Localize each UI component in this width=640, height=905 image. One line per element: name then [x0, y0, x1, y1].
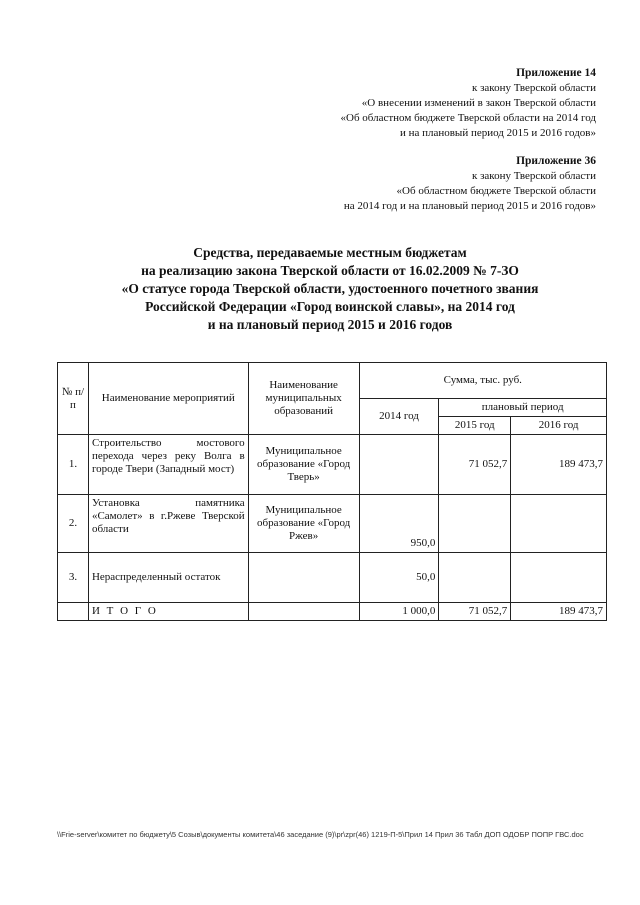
header-event: Наименование мероприятий [88, 363, 248, 435]
total-label: И Т О Г О [88, 603, 248, 621]
row-event: Нераспределенный остаток [88, 553, 248, 603]
row-2015: 71 052,7 [439, 435, 511, 495]
funds-table [57, 362, 607, 621]
total-empty-cell [58, 603, 89, 621]
row-2015 [439, 553, 511, 603]
appendix-36-line: к закону Тверской области [471, 170, 596, 182]
row-event: Строительство мостового перехода через реку Волга в городе Твери (Западный мост) [88, 435, 248, 495]
title-line: на реализацию закона Тверской области от 16.02.2009 № 7-ЗО [141, 263, 519, 278]
table-row [58, 553, 607, 603]
total-row [58, 603, 607, 621]
row-municipality: Муниципальное образование «Город Тверь» [248, 435, 359, 495]
row-2015 [439, 495, 511, 553]
row-2016 [511, 553, 607, 603]
header-2015: 2015 год [439, 417, 511, 435]
table-row [58, 495, 607, 553]
document-title [60, 244, 600, 334]
appendix-36-line: на 2014 год и на плановый период 2015 и 2016 годов» [343, 200, 596, 212]
header-sum: Сумма, тыс. руб. [359, 363, 606, 399]
title-line: Средства, передаваемые местным бюджетам [193, 245, 467, 260]
total-2016: 189 473,7 [511, 603, 607, 621]
appendix-36-heading: Приложение 36 [516, 155, 596, 167]
appendix-14-line: и на плановый период 2015 и 2016 годов» [399, 127, 596, 139]
appendix-14-line: к закону Тверской области [471, 82, 596, 94]
table-row [58, 435, 607, 495]
row-2016 [511, 495, 607, 553]
total-2015: 71 052,7 [439, 603, 511, 621]
row-number: 1. [58, 435, 89, 495]
appendix-14-block [341, 66, 597, 141]
header-2014: 2014 год [359, 399, 439, 435]
appendix-14-heading: Приложение 14 [516, 67, 596, 79]
appendix-14-line: «Об областном бюджете Тверской области на 2014 год [340, 112, 596, 124]
row-municipality: Муниципальное образование «Город Ржев» [248, 495, 359, 553]
total-empty-cell [248, 603, 359, 621]
header-planned-period: плановый период [439, 399, 607, 417]
title-line: «О статусе города Тверской области, удостоенного почетного звания [121, 281, 539, 296]
title-line: Российской Федерации «Город воинской славы», на 2014 год [145, 299, 515, 314]
row-2014: 50,0 [359, 553, 439, 603]
header-number: № п/п [58, 363, 89, 435]
appendix-36-line: «Об областном бюджете Тверской области [396, 185, 596, 197]
row-number: 2. [58, 495, 89, 553]
title-line: и на плановый период 2015 и 2016 годов [207, 317, 453, 332]
header-municipality: Наименование муниципальных образований [248, 363, 359, 435]
row-2014: 950,0 [359, 495, 439, 553]
file-path-footer: \\Frie-server\комитет по бюджету\5 Созыв\документы комитета\46 заседание (9)\pr\zpr(46) 1219-П-5\Прил 14 Прил 36 Табл ДОП ОДОБР ПОПР ГВС.doc [57, 830, 584, 839]
total-2014: 1 000,0 [359, 603, 439, 621]
row-2016: 189 473,7 [511, 435, 607, 495]
appendix-14-line: «О внесении изменений в закон Тверской области [361, 97, 596, 109]
row-municipality [248, 553, 359, 603]
header-2016: 2016 год [511, 417, 607, 435]
row-2014 [359, 435, 439, 495]
row-number: 3. [58, 553, 89, 603]
appendix-36-block [344, 154, 596, 214]
row-event: Установка памятника «Самолет» в г.Ржеве Тверской области [88, 495, 248, 553]
